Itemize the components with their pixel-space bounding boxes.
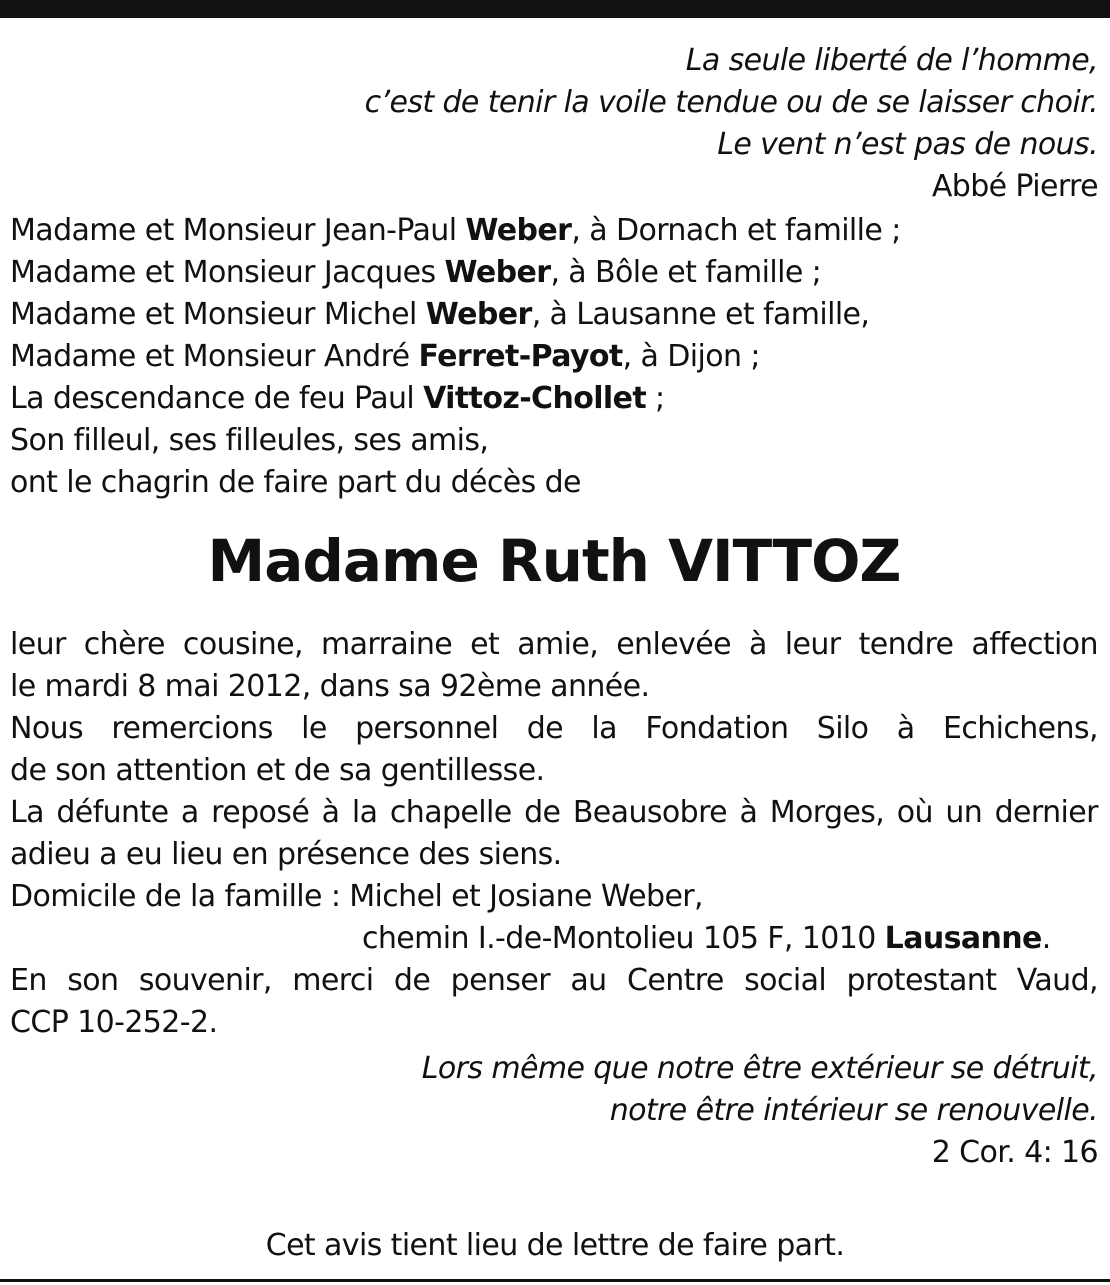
- family-member-suffix: ;: [646, 381, 665, 416]
- family-member-prefix: La descendance de feu Paul: [10, 381, 424, 416]
- body-line: adieu a eu lieu en présence des siens.: [10, 837, 562, 872]
- justified-line: [10, 708, 1098, 750]
- word: enlevée: [616, 627, 731, 662]
- family-surname: Vittoz-Chollet: [423, 381, 647, 416]
- body-line: de son attention et de sa gentillesse.: [10, 753, 545, 788]
- address-punctuation: .: [1041, 921, 1051, 956]
- word: défunte: [56, 795, 169, 830]
- top-border-rule: [0, 0, 1110, 18]
- word: le: [301, 711, 327, 746]
- family-member-prefix: Madame et Monsieur Michel: [10, 297, 426, 332]
- word: à: [739, 795, 758, 830]
- epigraph-line: La seule liberté de l’homme,: [685, 43, 1098, 78]
- word: Centre: [627, 963, 724, 998]
- epigraph-author: Abbé Pierre: [931, 169, 1098, 204]
- family-member-prefix: Madame et Monsieur Jacques: [10, 255, 445, 290]
- deceased-name: Madame Ruth VITTOZ: [207, 527, 901, 595]
- family-member-line: [10, 336, 1098, 378]
- word: social: [744, 963, 827, 998]
- word: reposé: [211, 795, 310, 830]
- family-tail-line: ont le chagrin de faire part du décès de: [10, 465, 581, 500]
- word: tendre: [858, 627, 954, 662]
- word: Nous: [10, 711, 84, 746]
- word: de: [526, 711, 564, 746]
- address-line: [10, 918, 1098, 960]
- family-member-prefix: Madame et Monsieur André: [10, 339, 419, 374]
- bible-quote-line: notre être intérieur se renouvelle.: [609, 1093, 1098, 1128]
- word: chère: [83, 627, 165, 662]
- family-surname: Weber: [465, 213, 572, 248]
- word: souvenir,: [138, 963, 272, 998]
- word: la: [591, 711, 617, 746]
- word: leur: [784, 627, 841, 662]
- word: remercions: [111, 711, 273, 746]
- word: son: [67, 963, 119, 998]
- word: marraine: [321, 627, 453, 662]
- bible-quote: [10, 1048, 1098, 1174]
- word: La: [10, 795, 44, 830]
- body-line: CCP 10-252-2.: [10, 1005, 218, 1040]
- bottom-border-rule: [0, 1279, 1110, 1282]
- word: personnel: [355, 711, 499, 746]
- address-street: chemin I.-de-Montolieu 105 F, 1010: [362, 921, 885, 956]
- word: merci: [292, 963, 374, 998]
- word: Fondation: [645, 711, 789, 746]
- epigraph-line: c’est de tenir la voile tendue ou de se laisser choir.: [364, 85, 1098, 120]
- word: au: [570, 963, 607, 998]
- word: penser: [450, 963, 550, 998]
- word: Morges,: [769, 795, 885, 830]
- family-member-line: [10, 294, 1098, 336]
- family-member-suffix: , à Bôle et famille ;: [550, 255, 822, 290]
- family-member-prefix: Madame et Monsieur Jean-Paul: [10, 213, 466, 248]
- obituary-notice: [10, 40, 1098, 1174]
- word: Silo: [816, 711, 869, 746]
- epigraph-line: Le vent n’est pas de nous.: [717, 127, 1098, 162]
- family-member-line: [10, 252, 1098, 294]
- word: amie,: [517, 627, 599, 662]
- epigraph: [10, 40, 1098, 208]
- closing-note: Cet avis tient lieu de lettre de faire part.: [265, 1228, 845, 1263]
- justified-line: [10, 624, 1098, 666]
- family-tail-line: Son filleul, ses filleules, ses amis,: [10, 423, 489, 458]
- word: Vaud,: [1016, 963, 1098, 998]
- family-member-suffix: , à Dornach et famille ;: [571, 213, 901, 248]
- family-list: [10, 210, 1098, 504]
- word: un: [945, 795, 983, 830]
- family-member-line: [10, 378, 1098, 420]
- body-line: le mardi 8 mai 2012, dans sa 92ème année.: [10, 669, 650, 704]
- word: et: [470, 627, 500, 662]
- justified-line: [10, 960, 1098, 1002]
- family-member-suffix: , à Dijon ;: [622, 339, 760, 374]
- word: cousine,: [182, 627, 303, 662]
- word: affection: [971, 627, 1098, 662]
- word: Echichens,: [942, 711, 1098, 746]
- word: de: [393, 963, 431, 998]
- family-member-line: [10, 210, 1098, 252]
- bible-reference: 2 Cor. 4: 16: [931, 1135, 1098, 1170]
- notice-body: [10, 624, 1098, 1044]
- word: a: [180, 795, 199, 830]
- word: à: [321, 795, 340, 830]
- word: à: [748, 627, 767, 662]
- family-member-suffix: , à Lausanne et famille,: [531, 297, 870, 332]
- word: leur: [10, 627, 66, 662]
- family-surname: Weber: [425, 297, 532, 332]
- word: dernier: [994, 795, 1098, 830]
- word: à: [896, 711, 915, 746]
- family-surname: Ferret-Payot: [418, 339, 623, 374]
- address-city: Lausanne: [884, 921, 1042, 956]
- domicile-line: Domicile de la famille : Michel et Josiane Weber,: [10, 879, 703, 914]
- justified-line: [10, 792, 1098, 834]
- word: où: [896, 795, 933, 830]
- word: chapelle: [389, 795, 512, 830]
- word: Beausobre: [572, 795, 728, 830]
- family-surname: Weber: [444, 255, 551, 290]
- word: la: [351, 795, 378, 830]
- word: En: [10, 963, 47, 998]
- word: de: [524, 795, 561, 830]
- word: protestant: [846, 963, 997, 998]
- bible-quote-line: Lors même que notre être extérieur se détruit,: [421, 1051, 1098, 1086]
